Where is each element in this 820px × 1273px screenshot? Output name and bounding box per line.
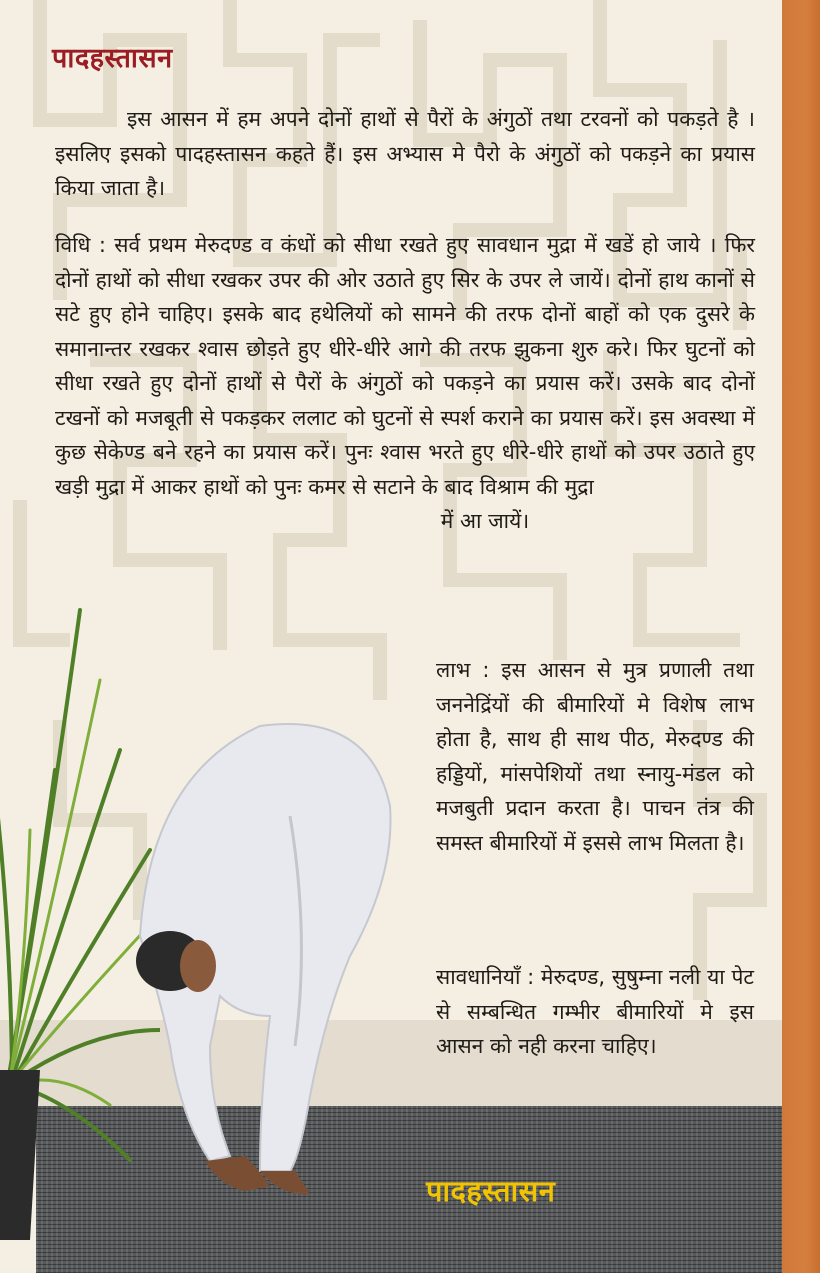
- method-text: विधि : सर्व प्रथम मेरुदण्ड व कंधों को सीधा रखते हुए सावधान मुद्रा में खडें हो जाये । फिर दोनों हाथों को सीधा रखकर उपर की ओर उठाते हुए सिर के उपर ले जायें। दोनों हाथ कानों से सटे हुए होने चाहिए। इसके बाद हथेलियों को सामने की तरफ दोनों बाहों को एक दुसरे के समानान्तर रखकर श्वास छोड़ते हुए धीरे-धीरे आगे की तरफ झुकना शुरु करे। फिर घुटनों को सीधा रखते हुए दोनों हाथों से पैरों के अंगुठों को पकड़ने का प्रयास करें। उसके बाद दोनों टखनों को मजबूती से पकड़कर ललाट को घुटनों से स्पर्श कराने का प्रयास करें। इस अवस्था में कुछ सेकेण्ड बने रहने का प्रयास करें। पुनः श्वास भरते हुए धीरे-धीरे हाथों को उपर उठाते हुए खड़ी मुद्रा में आकर हाथों को पुनः कमर से सटाने के बाद विश्राम की मुद्रा: [55, 233, 755, 499]
- method-paragraph: [55, 228, 755, 539]
- orange-side-strip: [782, 0, 820, 1273]
- page-title: पादहस्तासन: [52, 43, 173, 74]
- precautions-paragraph: सावधानियाँ : मेरुदण्ड, सुषुम्ना नली या पेट से सम्बन्धित गम्भीर बीमारियों मे इस आसन को नही करना चाहिए।: [436, 965, 754, 1058]
- photo-caption: पादहस्तासन: [426, 1174, 556, 1208]
- benefits-paragraph: लाभ : इस आसन से मुत्र प्रणाली तथा जननेद्रिंयों की बीमारियों मे विशेष लाभ होता है, साथ ही साथ पीठ, मेरुदण्ड की हड्डियों, मांसपेशियों तथा स्नायु-मंडल को मजबुती प्रदान करता है। पाचन तंत्र की समस्त बीमारियों में इससे लाभ मिलता है।: [436, 658, 754, 855]
- padahastasana-pose-photo: [110, 716, 410, 1216]
- intro-paragraph: इस आसन में हम अपने दोनों हाथों से पैरों के अंगुठों तथा टरवनों को पकड़ते है । इसलिए इसको पादहस्तासन कहते हैं। इस अभ्यास मे पैरो के अंगुठों को पकड़ने का प्रयास किया जाता है।: [55, 107, 755, 200]
- method-text-tail: में आ जायें।: [440, 509, 530, 533]
